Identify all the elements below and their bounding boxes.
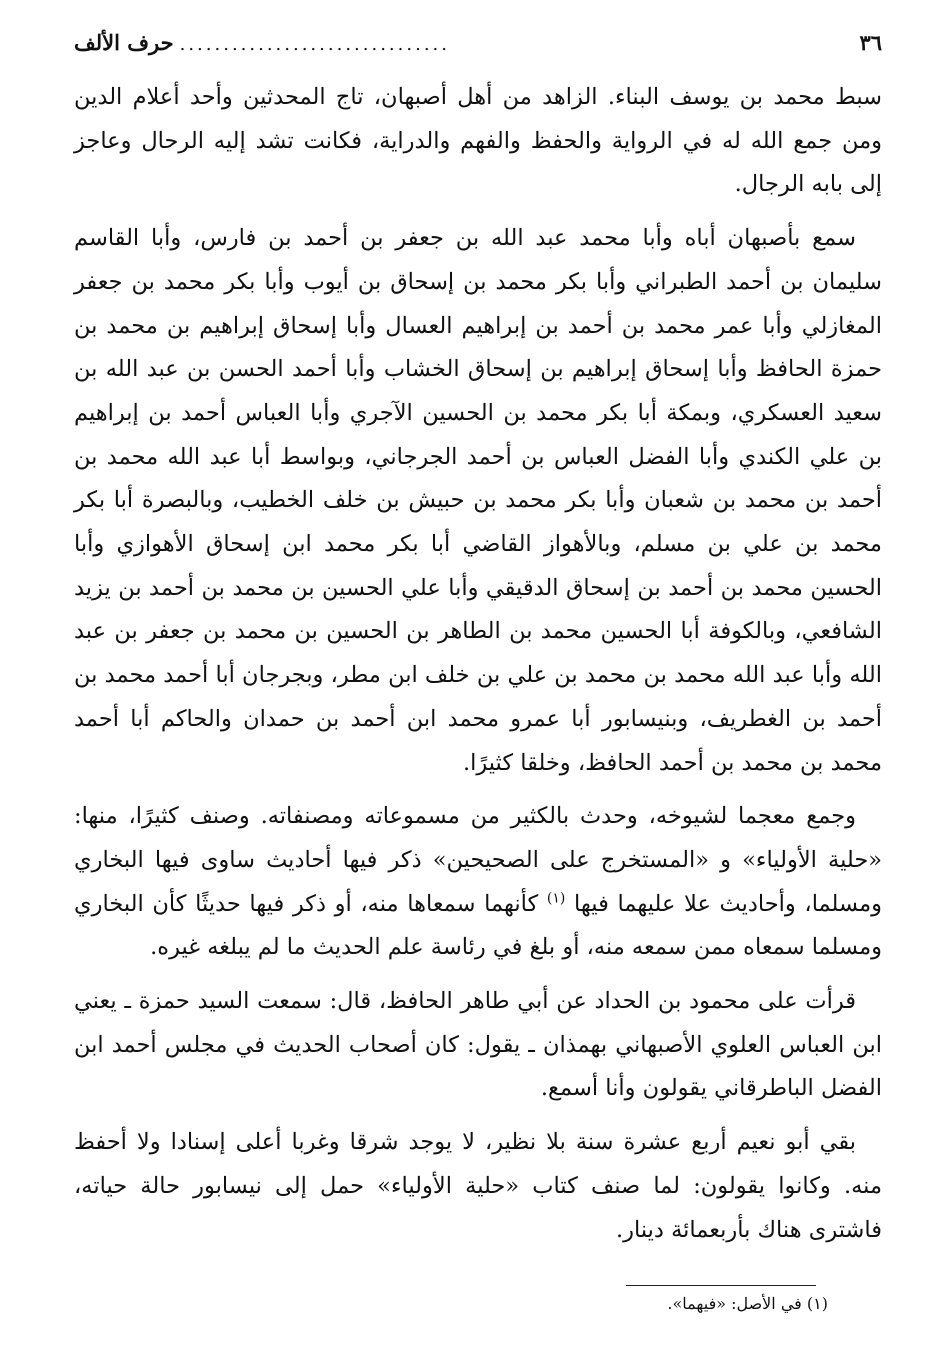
footnote-reference[interactable]: (١): [546, 890, 566, 907]
header-dots: ...............................: [179, 34, 450, 55]
paragraph-text: وجمع معجما لشيوخه، وحدث بالكثير من مسموعاته ومصنفاته. وصنف كثيرًا، منها: «حلية الأولياء» و «المستخرج على الصحيحين» ذكر فيها أحاديث ساوى فيها البخاري ومسلما، وأحاديث علا عليهما فيها: [74, 803, 883, 917]
paragraph-text: كأنهما سمعاها منه، أو ذكر فيها حديثًا كأن البخاري ومسلما سمعاه ممن سمعه منه، أو بلغ في رئاسة علم الحديث ما لم يبلغه غيره.: [74, 890, 882, 961]
paragraph: [74, 795, 882, 970]
section-title: حرف الألف: [74, 30, 174, 55]
paragraph: سمع بأصبهان أباه وأبا محمد عبد الله بن جعفر بن أحمد بن فارس، وأبا القاسم سليمان بن أحمد الطبراني وأبا بكر محمد بن إسحاق بن أيوب وأبا بكر محمد بن جعفر المغازلي وأبا عمر محمد بن أحمد بن إبراهيم العسال وأبا إسحاق إبراهيم بن محمد بن حمزة الحافظ وأبا إسحاق إبراهيم بن إسحاق الخشاب وأبا أحمد الحسن بن عبد الله بن سعيد العسكري، وبمكة أبا بكر محمد بن الحسين الآجري وأبا العباس أحمد بن إبراهيم بن علي الكندي وأبا الفضل العباس بن أحمد الجرجاني، وبواسط أبا عبد الله محمد بن أحمد بن محمد بن شعبان وأبا بكر محمد بن حبيش بن خلف الخطيب، وبالبصرة أبا بكر محمد بن علي بن مسلم، وبالأهواز القاضي أبا بكر محمد ابن إسحاق الأهوازي وأبا الحسين محمد بن أحمد بن إسحاق الدقيقي وأبا علي الحسين بن محمد بن أحمد بن يزيد الشافعي، وبالكوفة أبا الحسين محمد بن الطاهر بن الحسين بن محمد بن جعفر بن عبد الله وأبا عبد الله محمد بن محمد بن علي بن خلف ابن مطر، وبجرجان أبا أحمد محمد بن أحمد بن الغطريف، وبنيسابور أبا عمرو محمد ابن أحمد بن حمدان والحاكم أبا أحمد محمد بن محمد بن أحمد الحافظ، وخلقا كثيرًا.: [74, 225, 882, 776]
main-text: [74, 76, 882, 1252]
paragraph: قرأت على محمود بن الحداد عن أبي طاهر الحافظ، قال: سمعت السيد حمزة ـ يعني ابن العباس العلوي الأصبهاني بهمذان ـ يقول: كان أصحاب الحديث في مجلس أحمد ابن الفضل الباطرقاني يقولون وأنا أسمع.: [74, 988, 882, 1102]
header-title-group: [74, 30, 450, 55]
page-header: [74, 30, 882, 70]
paragraph: سبط محمد بن يوسف البناء. الزاهد من أهل أصبهان، تاج المحدثين وأحد أعلام الدين ومن جمع الله له في الرواية والحفظ والفهم والدراية، فكانت تشد إليه الرحال وعاجز إلى بابه الرجال.: [74, 84, 882, 198]
page-number: ٣٦: [859, 30, 882, 55]
footnote: (١) في الأصل: «فيهما».: [667, 1294, 828, 1313]
footnote-divider: [626, 1285, 816, 1286]
paragraph: بقي أبو نعيم أربع عشرة سنة بلا نظير، لا يوجد شرقا وغربا أعلى إسنادا ولا أحفظ منه. وكانوا يقولون: لما صنف كتاب «حلية الأولياء» حمل إلى نيسابور حالة حياته، فاشترى هناك بأربعمائة دينار.: [74, 1129, 882, 1243]
